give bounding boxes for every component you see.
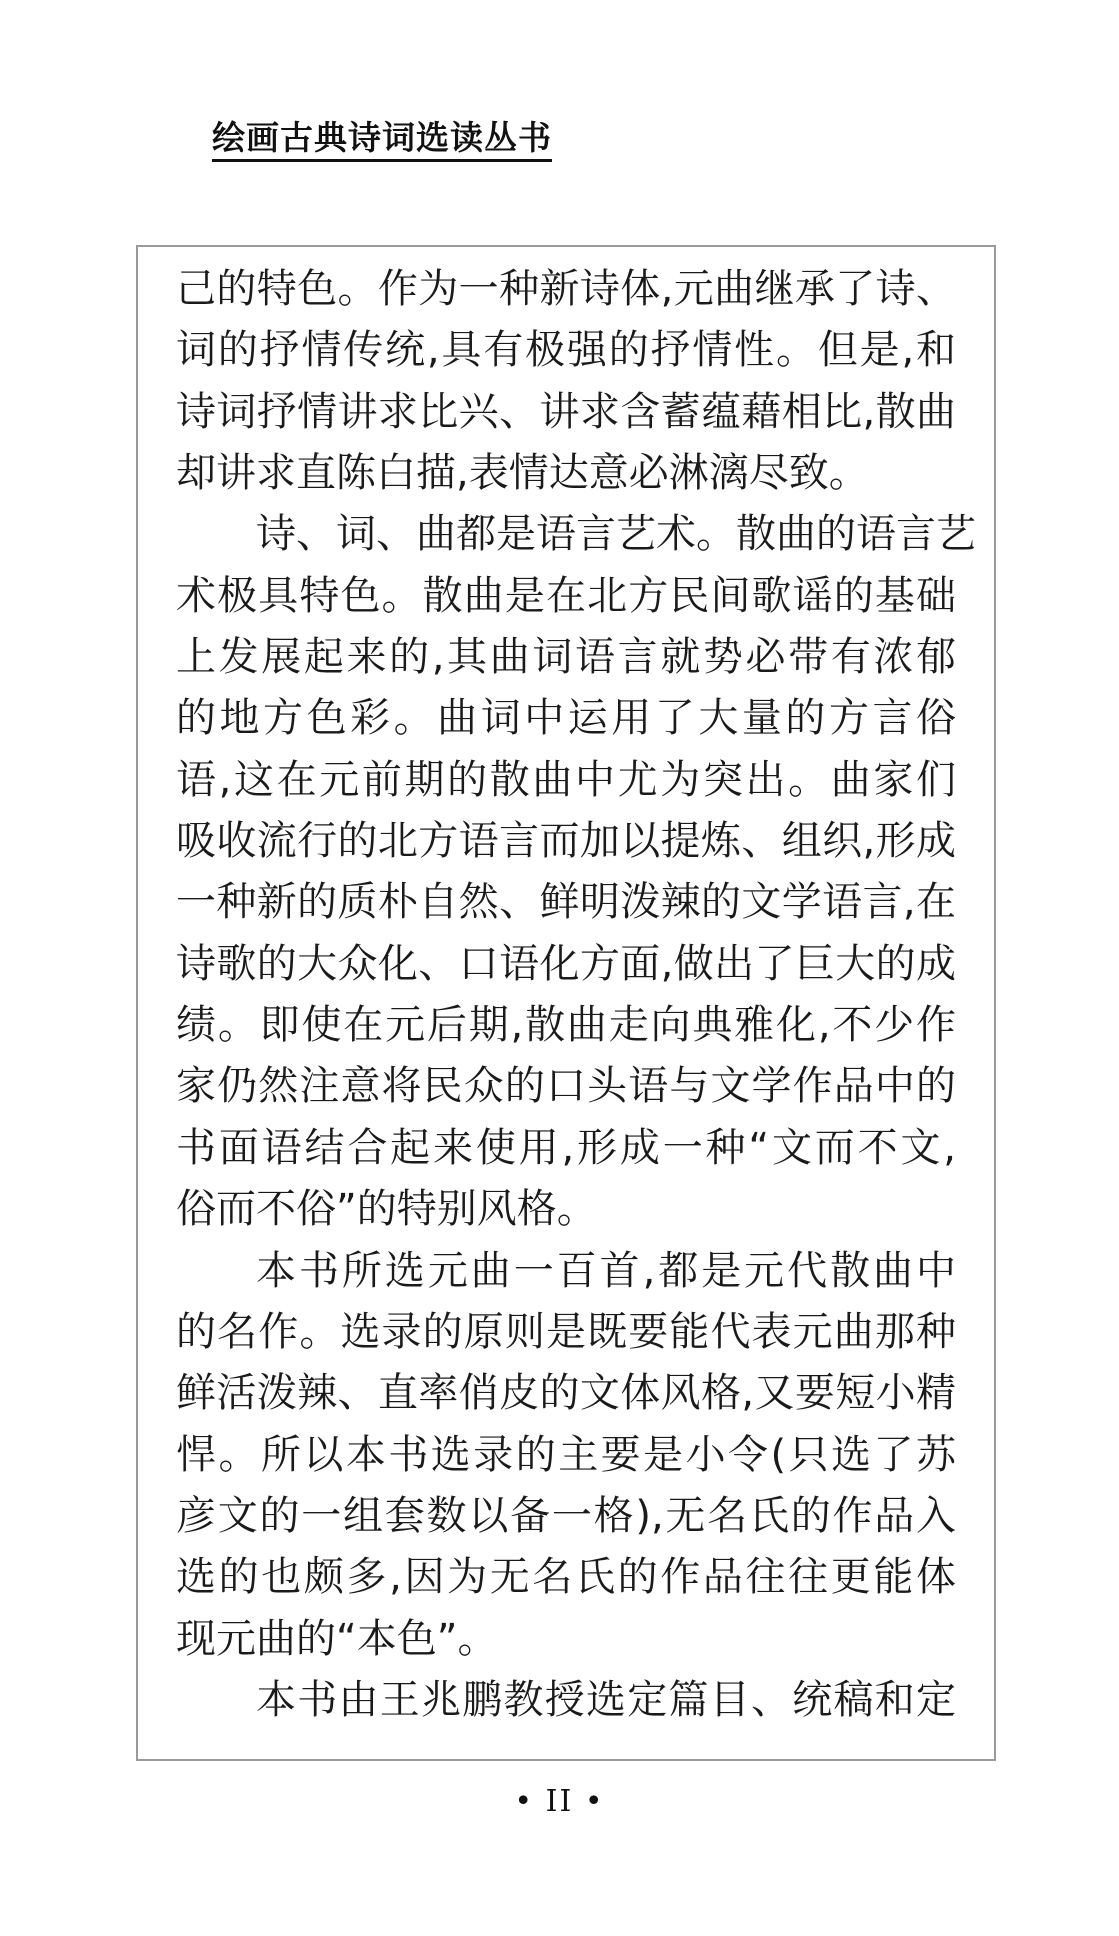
text-line: 诗歌的大众化、口语化方面,做出了巨大的成 — [176, 940, 956, 987]
text-line: 术极具特色。散曲是在北方民间歌谣的基础 — [176, 572, 956, 619]
text-line: 的地方色彩。曲词中运用了大量的方言俗 — [176, 695, 956, 742]
text-line: 语,这在元前期的散曲中尤为突出。曲家们 — [176, 756, 956, 803]
text-line: 本书所选元曲一百首,都是元代散曲中 — [256, 1247, 956, 1294]
text-line: 却讲求直陈白描,表情达意必淋漓尽致。 — [176, 450, 869, 497]
text-line: 俗而不俗”的特别风格。 — [176, 1186, 597, 1233]
text-line: 一种新的质朴自然、鲜明泼辣的文学语言,在 — [176, 879, 956, 926]
text-line: 现元曲的“本色”。 — [176, 1615, 498, 1662]
text-line: 词的抒情传统,具有极强的抒情性。但是,和 — [176, 327, 956, 374]
text-line: 吸收流行的北方语言而加以提炼、组织,形成 — [176, 818, 956, 865]
text-line: 上发展起来的,其曲词语言就势必带有浓郁 — [176, 634, 956, 681]
series-title-text: 绘画古典诗词选读丛书 — [212, 118, 552, 157]
body-text — [176, 259, 976, 1731]
text-line: 诗、词、曲都是语言艺术。散曲的语言艺 — [256, 511, 976, 558]
text-frame — [136, 245, 996, 1761]
text-line: 的名作。选录的原则是既要能代表元曲那种 — [176, 1308, 956, 1355]
text-line: 家仍然注意将民众的口头语与文学作品中的 — [176, 1063, 956, 1110]
page-number: • II • — [514, 1784, 605, 1819]
series-title-underline — [212, 159, 552, 162]
text-line: 悍。所以本书选录的主要是小令(只选了苏 — [176, 1431, 956, 1478]
text-line: 鲜活泼辣、直率俏皮的文体风格,又要短小精 — [176, 1370, 956, 1417]
series-title — [212, 112, 552, 164]
text-line: 彦文的一组套数以备一格),无名氏的作品入 — [176, 1492, 956, 1539]
text-line: 书面语结合起来使用,形成一种“文而不文, — [176, 1124, 956, 1171]
text-line: 诗词抒情讲求比兴、讲求含蓄蕴藉相比,散曲 — [176, 388, 956, 435]
text-line: 选的也颇多,因为无名氏的作品往往更能体 — [176, 1554, 956, 1601]
text-line: 己的特色。作为一种新诗体,元曲继承了诗、 — [176, 266, 956, 312]
text-line: 绩。即使在元后期,散曲走向典雅化,不少作 — [176, 1002, 956, 1049]
text-line: 本书由王兆鹏教授选定篇目、统稿和定 — [256, 1676, 956, 1723]
